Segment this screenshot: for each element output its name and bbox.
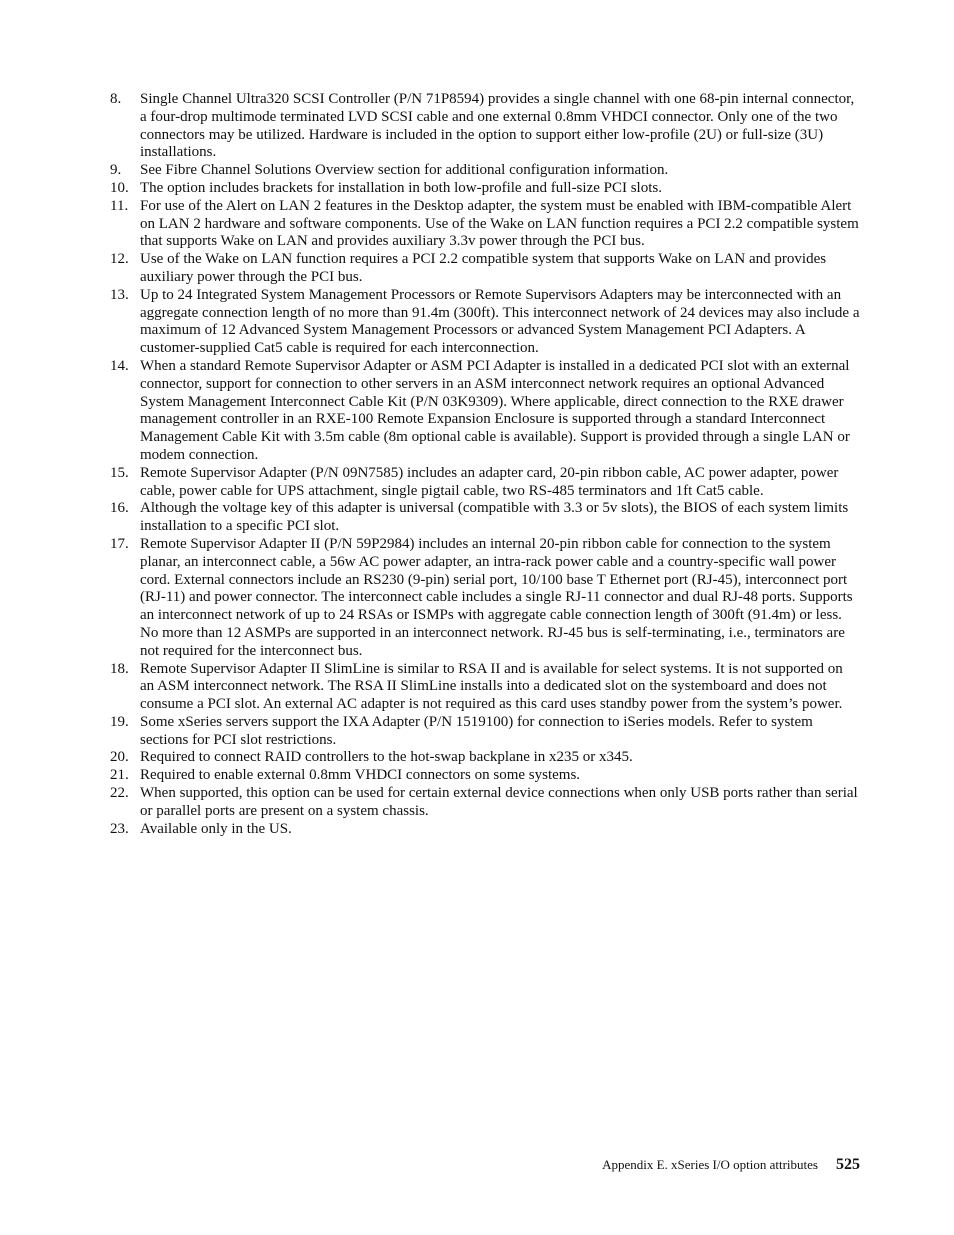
footnote-item [110,767,860,785]
footnote-item [110,198,860,251]
footnote-number: 18. [110,660,129,677]
footnote-item [110,180,860,198]
footnote-number: 15. [110,464,129,481]
footnote-text: When supported, this option can be used for certain external device connections when only USB ports rather than serial or parallel ports are present on a system chassis. [140,785,858,819]
footnote-text: For use of the Alert on LAN 2 features in the Desktop adapter, the system must be enabled with IBM-compatible Alert on LAN 2 hardware and software components. Use of the Wake on LAN function requires a PCI 2.2 compatible system that supports Wake on LAN and provides auxiliary 3.3v power through the PCI bus. [140,197,859,250]
page-number: 525 [836,1156,860,1173]
footnote-item [110,661,860,714]
footnote-number: 17. [110,535,129,552]
footnote-number: 16. [110,500,129,517]
footnote-text: Required to enable external 0.8mm VHDCI connectors on some systems. [140,767,581,784]
footnote-item [110,358,860,465]
footnote-number: 10. [110,179,129,196]
footnote-number: 22. [110,785,129,802]
footnote-item [110,500,860,536]
footnote-text: Up to 24 Integrated System Management Processors or Remote Supervisors Adapters may be interconnected with an aggregate connection length of no more than 91.4m (300ft). This interconnect network of 24 devices may also include a maximum of 12 Advanced System Management Processors or advanced System Management PCI Adapters. A customer-supplied Cat5 cable is required for each interconnection. [140,286,860,357]
footnote-text: See Fibre Channel Solutions Overview section for additional configuration information. [140,162,669,179]
footnote-item [110,785,860,821]
footnote-text: Some xSeries servers support the IXA Adapter (P/N 1519100) for connection to iSeries models. Refer to system sections for PCI slot restrictions. [140,713,813,748]
footnote-item [110,287,860,358]
footnote-number: 9. [110,162,122,179]
footnote-text: Remote Supervisor Adapter II (P/N 59P2984) includes an internal 20-pin ribbon cable for connection to the system planar, an interconnect cable, a 56w AC power adapter, an intra-rack power cable and a country-specific wall power cord. External connectors include an RS230 (9-pin) serial port, 10/100 base T Ethernet port (RJ-45), interconnect port (RJ-11) and power connector. The interconnect cable includes a single RJ-11 connector and dual RJ-48 ports. Supports an interconnect network of up to 24 RSAs or ISMPs with aggregate cable connection length of 300ft (91.4m) or less. No more than 12 ASMPs are supported in an interconnect network. RJ-45 bus is self-terminating, i.e., terminators are not required for the interconnect bus. [140,535,853,659]
footnote-list [110,91,860,838]
footnote-item [110,91,860,162]
footnote-item [110,162,860,180]
footnote-number: 20. [110,749,129,766]
footnote-item [110,749,860,767]
footnote-number: 12. [110,251,129,268]
footnote-text: Single Channel Ultra320 SCSI Controller (P/N 71P8594) provides a single channel with one 68-pin internal connector, a four-drop multimode terminated LVD SCSI cable and one external 0.8mm VHDCI connector. Only one of the two connectors may be utilized. Hardware is included in the option to support either low-profile (2U) or full-size (3U) installations. [140,91,855,161]
footnote-text: The option includes brackets for installation in both low-profile and full-size PCI slots. [140,179,662,196]
footnote-text: Use of the Wake on LAN function requires a PCI 2.2 compatible system that supports Wake on LAN and provides auxiliary power through the PCI bus. [140,251,827,285]
footnote-item [110,251,860,287]
footnote-text: Although the voltage key of this adapter is universal (compatible with 3.3 or 5v slots), the BIOS of each system limits installation to a specific PCI slot. [140,500,849,535]
footnote-text: Required to connect RAID controllers to the hot-swap backplane in x235 or x345. [140,749,633,766]
footnote-number: 13. [110,286,129,303]
footer-chapter-title: Appendix E. xSeries I/O option attributes [602,1157,818,1172]
footnote-text: Available only in the US. [140,820,292,837]
footnote-item [110,821,860,839]
footnote-number: 11. [110,197,129,214]
footnote-number: 8. [110,91,122,107]
page-footer [602,1156,860,1174]
footnote-item [110,465,860,501]
footnote-number: 19. [110,713,129,730]
footnote-number: 14. [110,357,129,374]
footnote-number: 21. [110,767,129,784]
footnote-text: Remote Supervisor Adapter II SlimLine is similar to RSA II and is available for select systems. It is not supported on an ASM interconnect network. The RSA II SlimLine installs into a dedicated slot on the systemboard and does not consume a PCI slot. An external AC adapter is not required as this card uses standby power from the system’s power. [140,660,843,713]
footnote-item [110,536,860,661]
footnote-text: Remote Supervisor Adapter (P/N 09N7585) includes an adapter card, 20-pin ribbon cable, AC power adapter, power cable, power cable for UPS attachment, single pigtail cable, two RS-485 terminators and 1ft Cat5 cable. [140,464,839,499]
footnote-number: 23. [110,820,129,837]
footnote-item [110,714,860,750]
footnote-text: When a standard Remote Supervisor Adapter or ASM PCI Adapter is installed in a dedicated PCI slot with an external connector, support for connection to other servers in an ASM interconnect network requires an optional Advanced System Management Interconnect Cable Kit (P/N 03K9309). Where applicable, direct connection to the RXE drawer management controller in an RXE-100 Remote Expansion Enclosure is supported through a standard Interconnect Management Cable Kit with 3.5m cable (8m optional cable is available). Support is provided through a single LAN or modem connection. [140,357,850,463]
